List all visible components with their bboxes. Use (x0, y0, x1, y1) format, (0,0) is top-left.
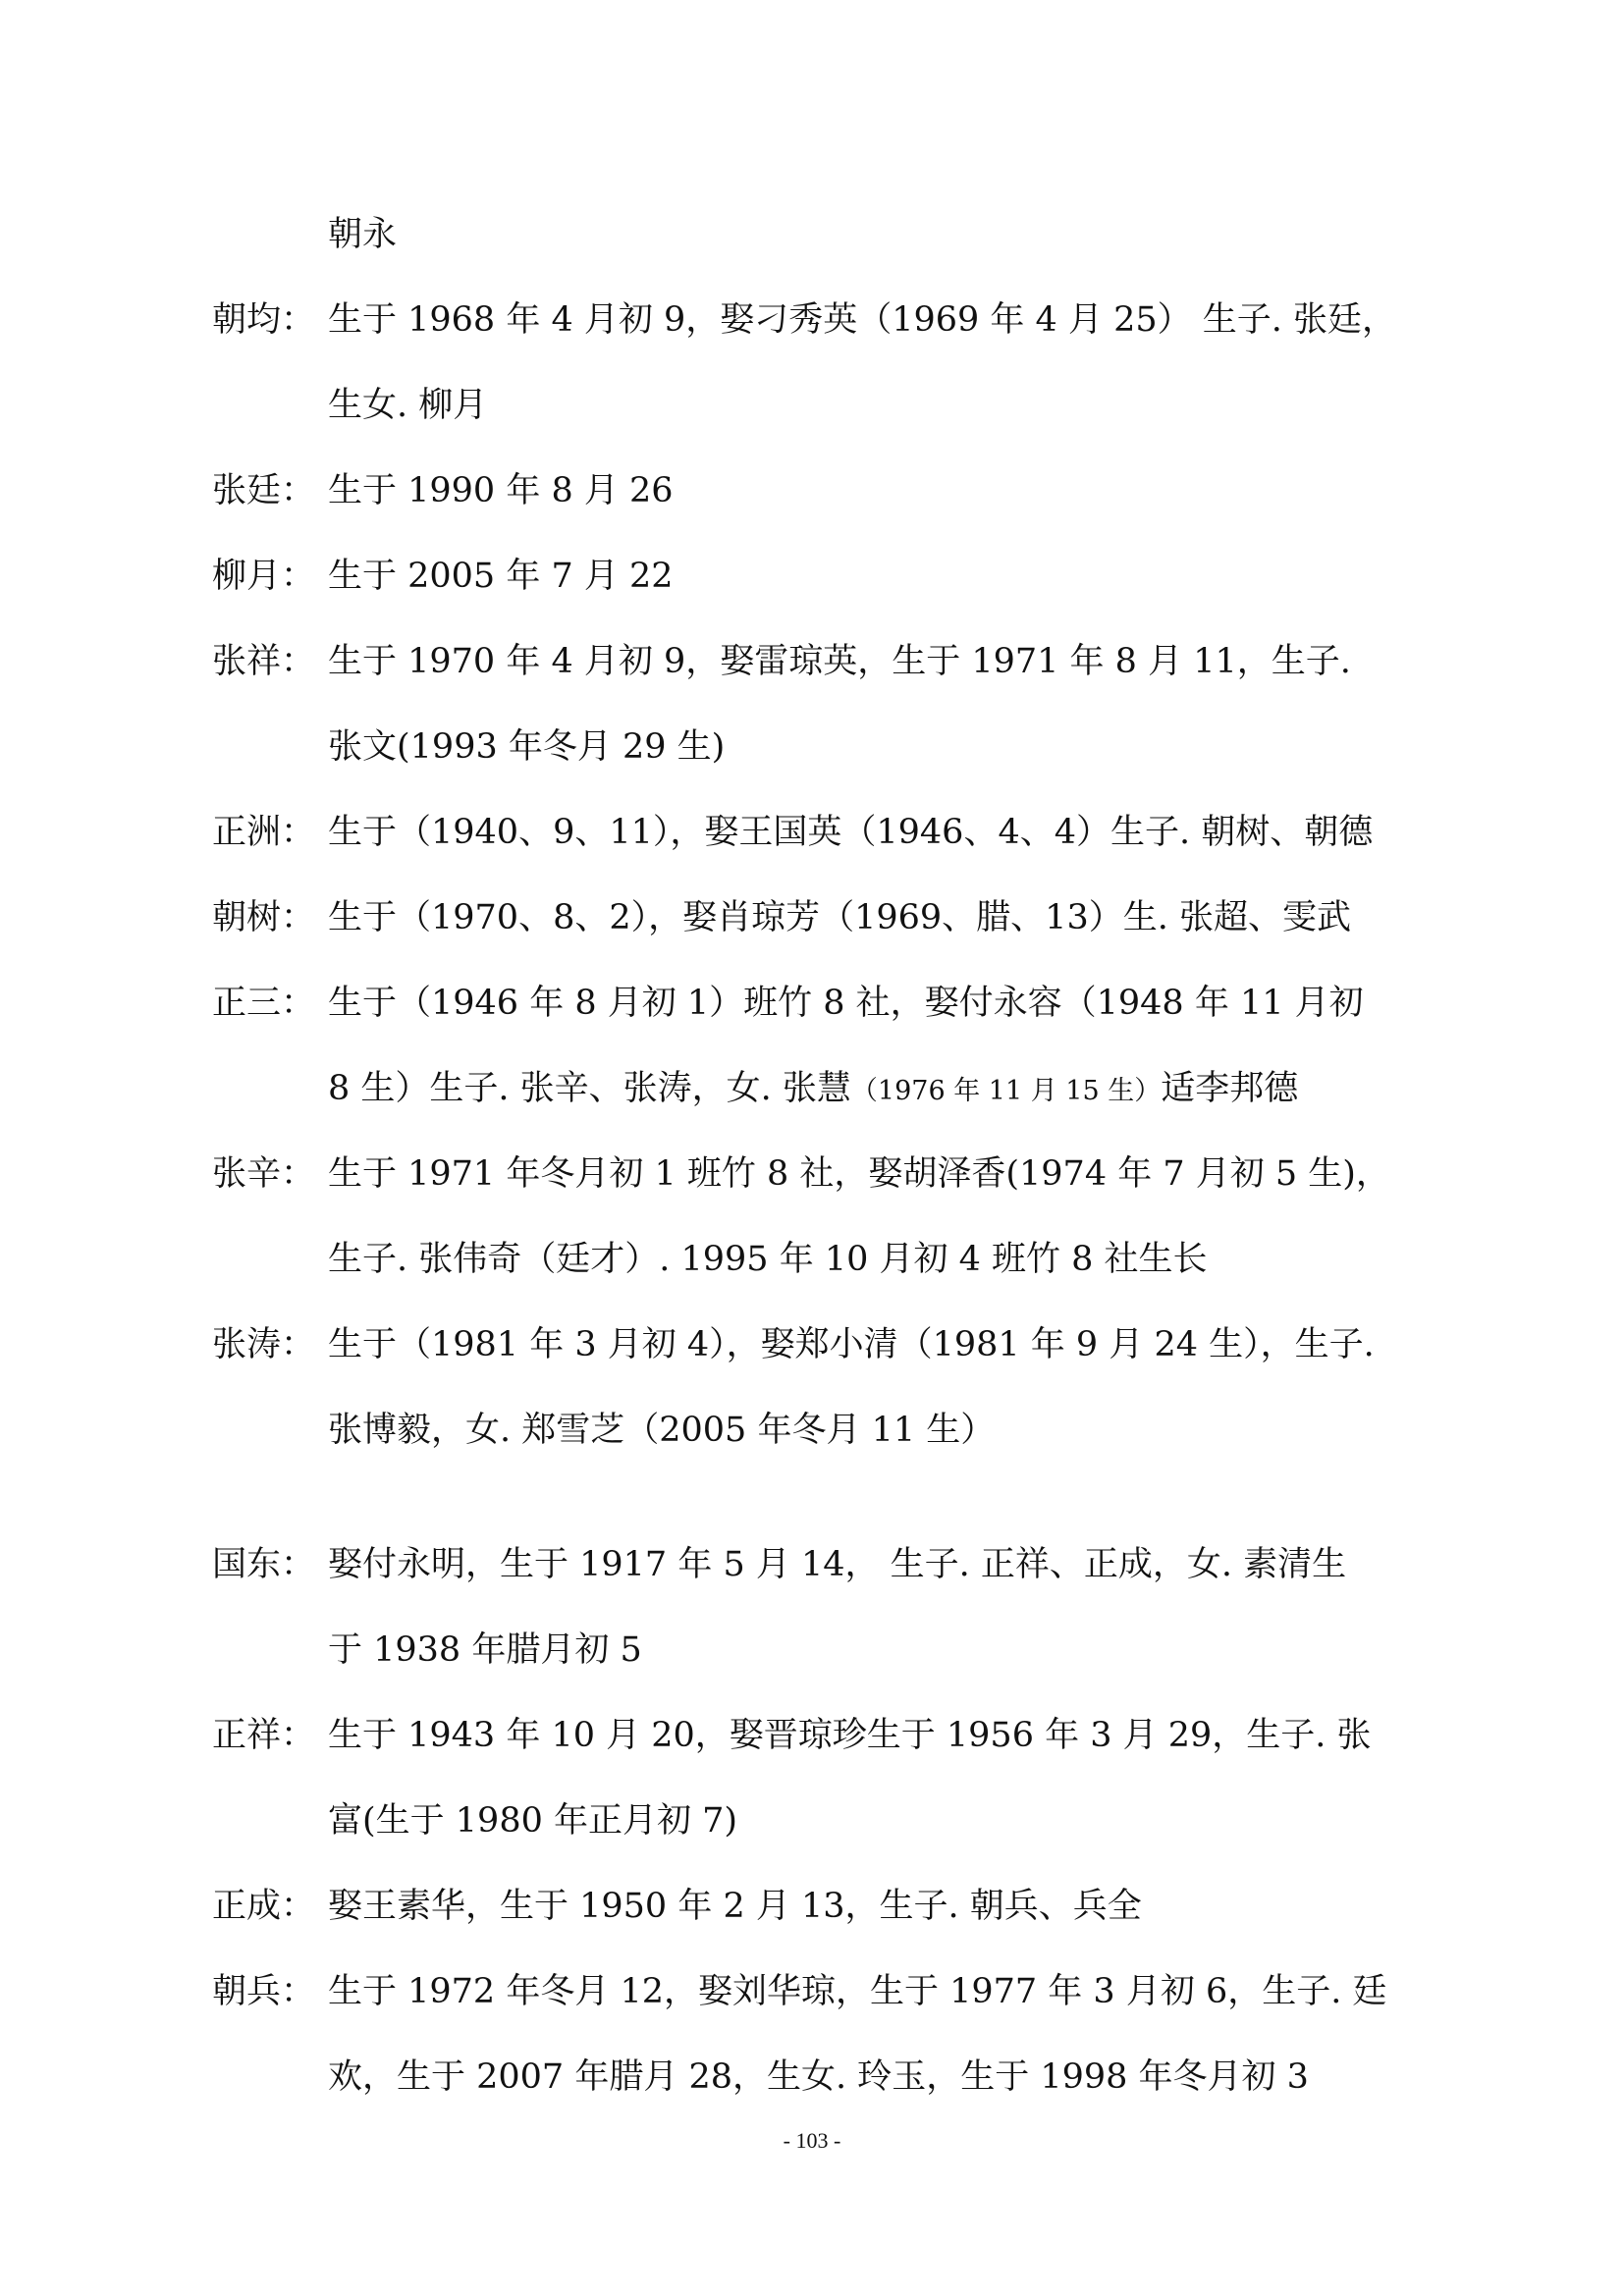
entry-line: 生于 1971 年冬月初 1 班竹 8 社，娶胡泽香(1974 年 7 月初 5 生)， (328, 1154, 1390, 1194)
entry-zhangxin (212, 1132, 1420, 1303)
entry-name: 朝均： (212, 300, 316, 340)
entry-line: 生于 2005 年 7 月 22 (328, 557, 674, 596)
entry-name: 正成： (212, 1887, 316, 1926)
entry-line-part: 8 生）生子. 张辛、张涛，女. 张慧 (328, 1069, 851, 1108)
entry-name: 正洲： (212, 813, 316, 852)
entry-line: 娶付永明，生于 1917 年 5 月 14， 生子. 正祥、正成，女. 素清生 (328, 1545, 1347, 1584)
entry-line-part: 适李邦德 (1161, 1069, 1299, 1108)
entry-name: 张祥： (212, 642, 316, 681)
entry-line: 生于（1981 年 3 月初 4），娶郑小清（1981 年 9 月 24 生），生子. (328, 1325, 1375, 1364)
entry-zhaoshu (212, 876, 1420, 961)
entry-name: 张辛： (212, 1154, 316, 1194)
entry-line: 生于（1940、9、11），娶王国英（1946、4、4）生子. 朝树、朝德 (328, 813, 1374, 852)
page-number: - 103 - (783, 2128, 841, 2153)
entry-zhengcheng (212, 1864, 1420, 1949)
entry-zhangting (212, 449, 1420, 534)
birth-date-note: （1976 年 11 月 15 生） (850, 1076, 1162, 1106)
entry-name: 正三： (212, 984, 316, 1023)
entry-name: 张涛： (212, 1325, 316, 1364)
entry-line: 生于 1972 年冬月 12，娶刘华琼，生于 1977 年 3 月初 6，生子. 廷 (328, 1972, 1387, 2011)
entry-line: 生于 1990 年 8 月 26 (328, 471, 674, 510)
entry-zhangxiang (212, 619, 1420, 790)
entry-line: 欢，生于 2007 年腊月 28，生女. 玲玉，生于 1998 年冬月初 3 (328, 2057, 1309, 2097)
entry-zhengzhou (212, 790, 1420, 876)
entry-line: 生于 1943 年 10 月 20，娶晋琼珍生于 1956 年 3 月 29，生子. 张 (328, 1716, 1372, 1755)
entry-zhangtao (212, 1303, 1420, 1473)
entry-line: 朝永 (328, 215, 398, 254)
entry-zhaojun (212, 278, 1420, 449)
entry-zhaobing (212, 1949, 1420, 2120)
entry-zhengxiang (212, 1693, 1420, 1864)
entry-zhengsan (212, 961, 1420, 1134)
entry-zhaoyong (212, 192, 1420, 278)
entry-line: 生子. 张伟奇（廷才）. 1995 年 10 月初 4 班竹 8 社生长 (328, 1240, 1208, 1279)
entry-name: 国东： (212, 1545, 316, 1584)
entry-line: 张博毅，女. 郑雪芝（2005 年冬月 11 生） (328, 1411, 996, 1450)
entry-line (212, 1046, 1420, 1134)
entry-liuyue (212, 534, 1420, 619)
entry-name: 柳月： (212, 557, 316, 596)
entry-line: 张文(1993 年冬月 29 生) (328, 727, 726, 767)
entry-line: 生于（1970、8、2），娶肖琼芳（1969、腊、13）生. 张超、雯武 (328, 898, 1351, 937)
entry-name: 朝树： (212, 898, 316, 937)
entry-name: 张廷： (212, 471, 316, 510)
entry-line: 娶王素华，生于 1950 年 2 月 13，生子. 朝兵、兵全 (328, 1887, 1142, 1926)
entry-name: 正祥： (212, 1716, 316, 1755)
entry-line: 生于 1968 年 4 月初 9，娶刁秀英（1969 年 4 月 25） 生子. 张廷， (328, 300, 1396, 340)
entry-line: 生于（1946 年 8 月初 1）班竹 8 社，娶付永容（1948 年 11 月初 (328, 984, 1364, 1023)
entry-name: 朝兵： (212, 1972, 316, 2011)
entry-line: 生女. 柳月 (328, 386, 488, 425)
entry-line: 于 1938 年腊月初 5 (328, 1630, 642, 1670)
entry-line: 富(生于 1980 年正月初 7) (328, 1801, 738, 1841)
entry-line: 生于 1970 年 4 月初 9，娶雷琼英，生于 1971 年 8 月 11，生子. (328, 642, 1351, 681)
entry-guodong (212, 1522, 1420, 1693)
